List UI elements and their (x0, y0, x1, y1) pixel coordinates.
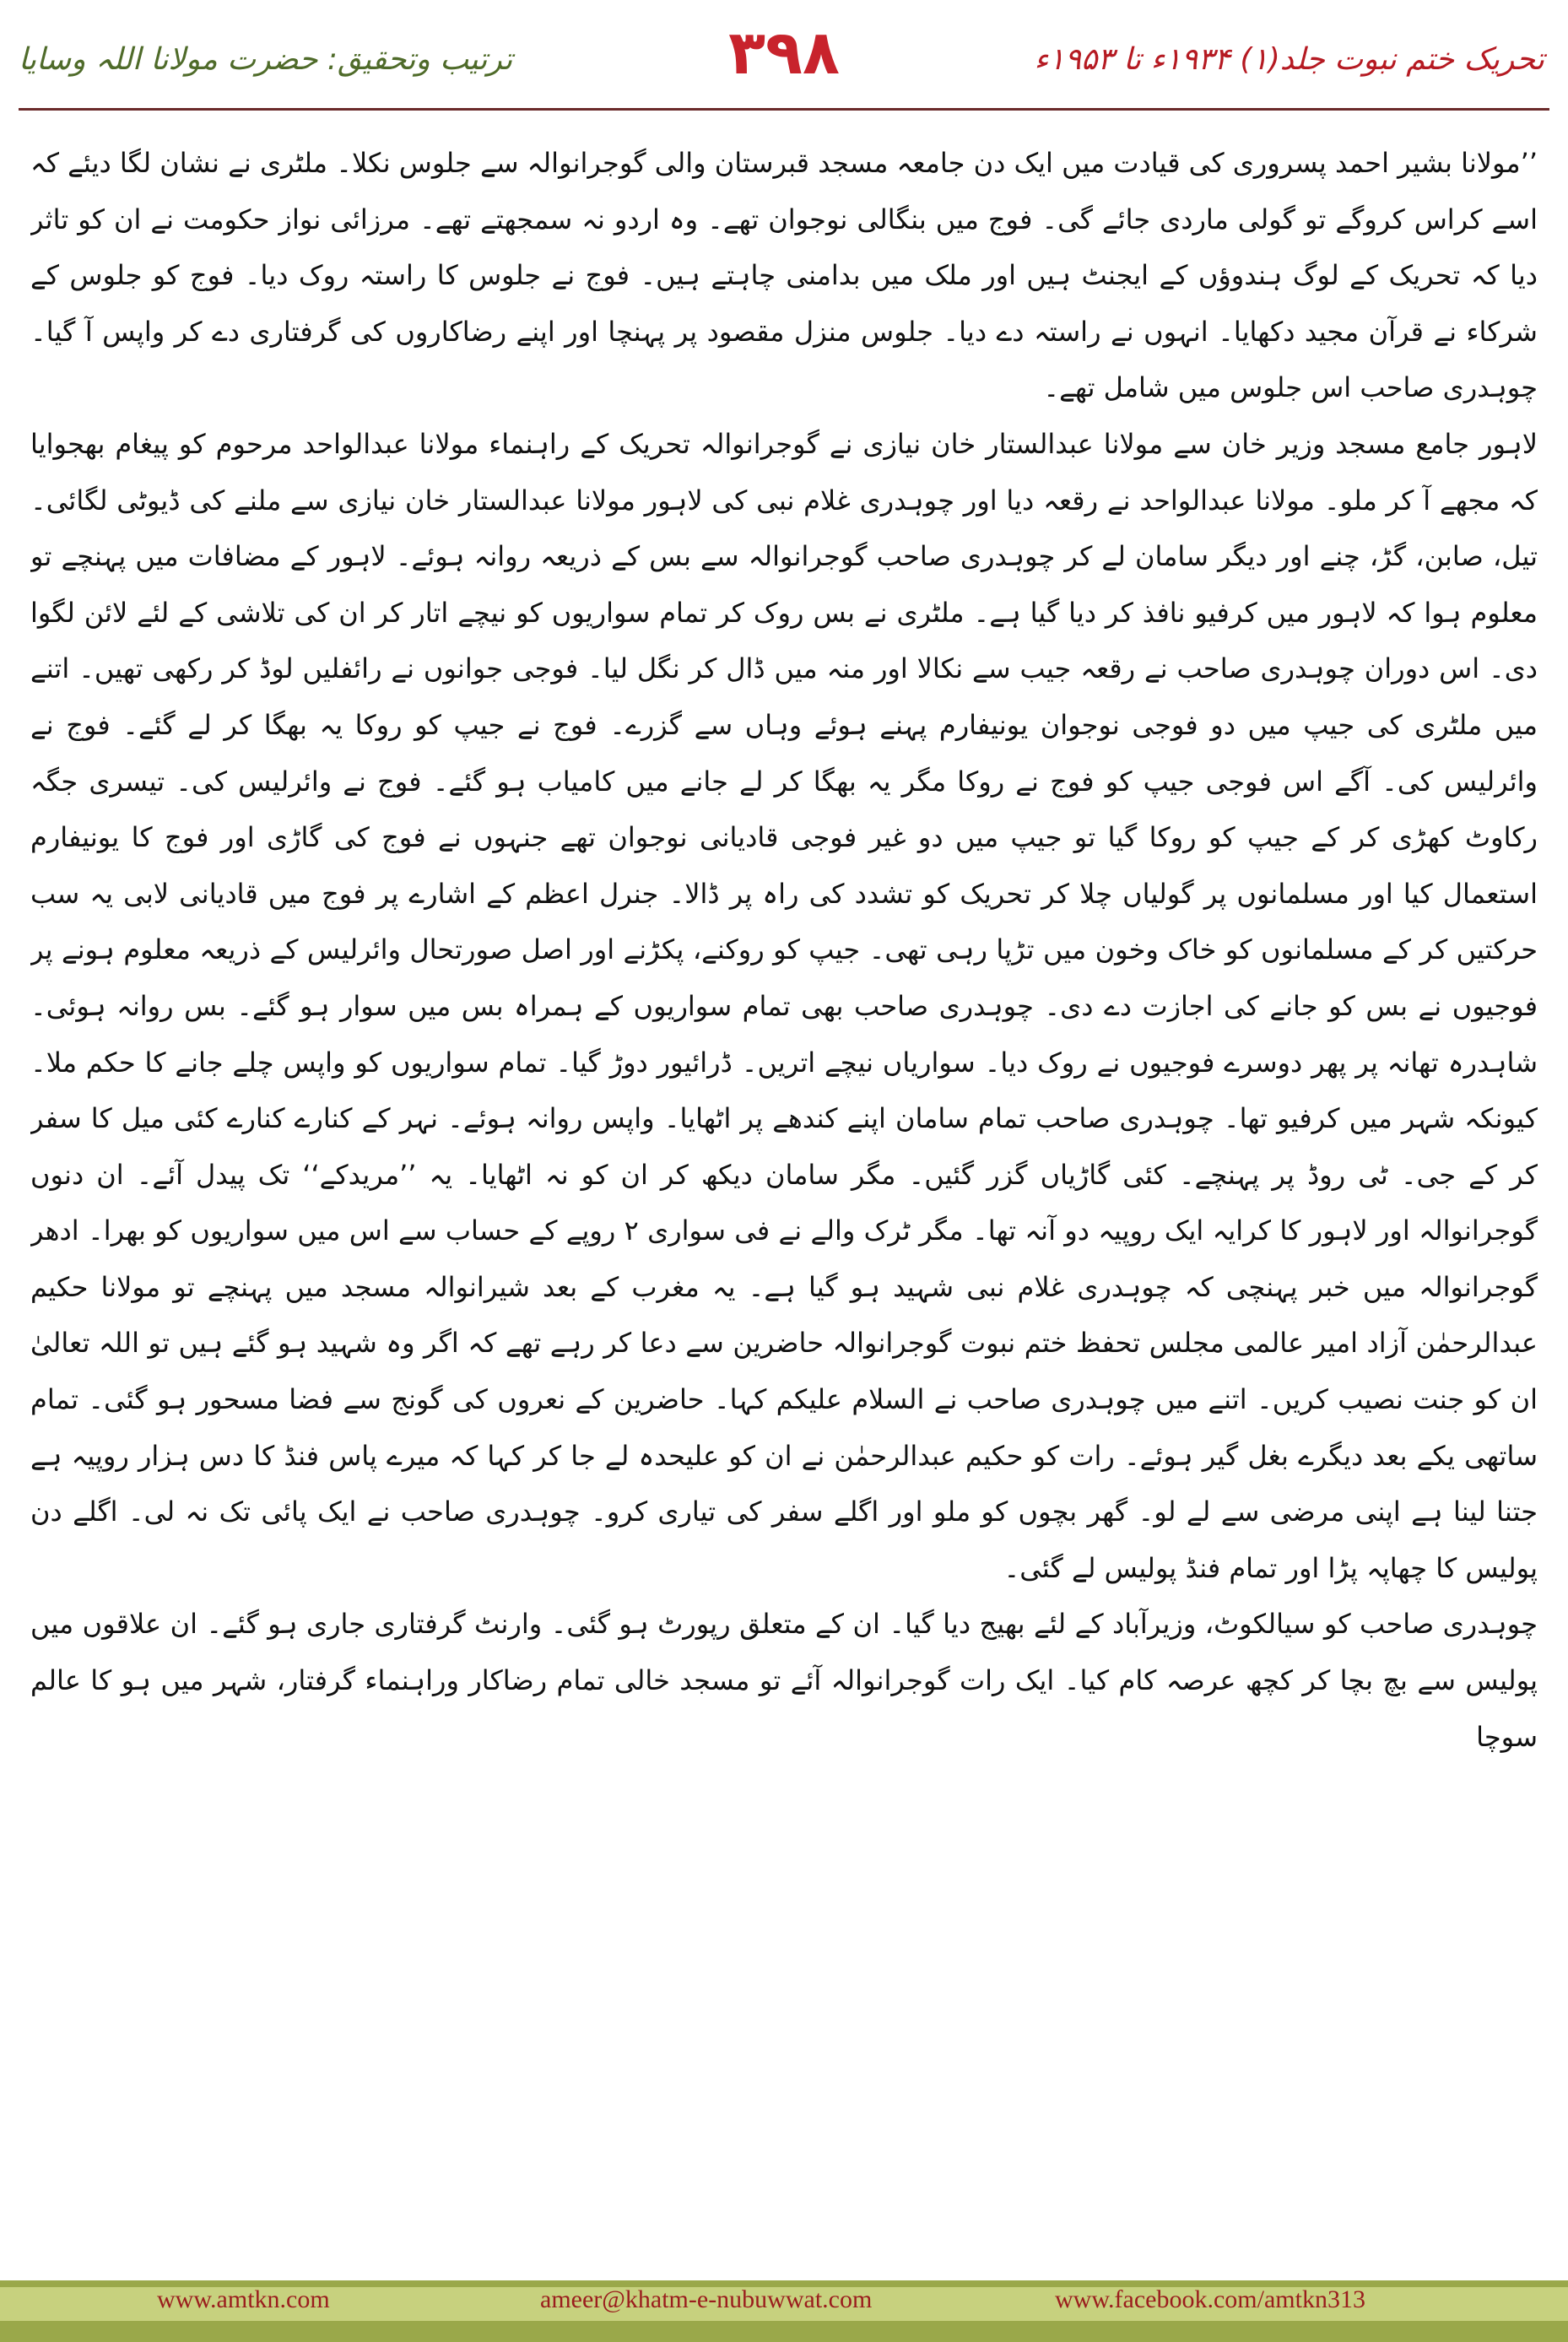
facebook-link[interactable]: www.facebook.com/amtkn313 (1055, 2285, 1365, 2313)
email-link[interactable]: ameer@khatm-e-nubuwwat.com (540, 2285, 873, 2313)
page-footer (0, 2280, 1568, 2342)
header-divider (19, 108, 1549, 111)
website-link[interactable]: www.amtkn.com (157, 2285, 330, 2313)
page-header (0, 0, 1568, 118)
paragraph-1: ’’مولانا بشیر احمد پسروری کی قیادت میں ایک دن جامعہ مسجد قبرستان والی گوجرانوالہ سے جلوس نکلا۔ ملٹری نے نشان لگا دیئے کہ اسے کراس کروگے تو گولی ماردی جائے گی۔ فوج میں بنگالی نوجوان تھے۔ وہ اردو نہ سمجھتے تھے۔ مرزائی نواز حکومت نے ان کو تاثر دیا کہ تحریک کے لوگ ہندوؤں کے ایجنٹ ہیں اور ملک میں بدامنی چاہتے ہیں۔ فوج نے جلوس کا راستہ روک دیا۔ فوج کو جلوس کے شرکاء نے قرآن مجید دکھایا۔ انہوں نے راستہ دے دیا۔ جلوس منزل مقصود پر پہنچا اور اپنے رضاکاروں کی گرفتاری دے کر واپس آ گیا۔ چوہدری صاحب اس جلوس میں شامل تھے۔ (30, 147, 1538, 404)
book-title: تحریک ختم نبوت جلد(۱) ۱۹۳۴ء تا ۱۹۵۳ء (1034, 42, 1544, 77)
page-body (30, 135, 1538, 2177)
page-number: ۳۹۸ (728, 17, 840, 88)
compiler-credit: ترتیب وتحقیق: حضرت مولانا اللہ وسایا (19, 42, 513, 77)
paragraph-2: لاہور جامع مسجد وزیر خان سے مولانا عبدالستار خان نیازی نے گوجرانوالہ تحریک کے راہنماء مولانا عبدالواحد مرحوم کو پیغام بھجوایا کہ مجھے آ کر ملو۔ مولانا عبدالواحد نے رقعہ دیا اور چوہدری غلام نبی کی لاہور مولانا عبدالستار خان نیازی سے ملنے کی ڈیوٹی لگائی۔ تیل، صابن، گڑ، چنے اور دیگر سامان لے کر چوہدری صاحب گوجرانوالہ سے بس کے ذریعہ روانہ ہوئے۔ لاہور کے مضافات میں پہنچے تو معلوم ہوا کہ لاہور میں کرفیو نافذ کر دیا گیا ہے۔ ملٹری نے بس روک کر تمام سواریوں کو نیچے اتار کر ان کی تلاشی کے لئے لائن لگوا دی۔ اس دوران چوہدری صاحب نے رقعہ جیب سے نکالا اور منہ میں ڈال کر نگل لیا۔ فوجی جوانوں نے رائفلیں لوڈ کر رکھی تھیں۔ اتنے میں ملٹری کی جیپ میں دو فوجی نوجوان یونیفارم پہنے ہوئے وہاں سے گزرے۔ فوج نے جیپ کو روکا یہ بھگا کر لے گئے۔ فوج نے وائرلیس کی۔ آگے اس فوجی جیپ کو فوج نے روکا مگر یہ بھگا کر لے جانے میں کامیاب ہو گئے۔ فوج نے وائرلیس کی۔ تیسری جگہ رکاوٹ کھڑی کر کے جیپ کو روکا گیا تو جیپ میں دو غیر فوجی قادیانی نوجوان تھے جنہوں نے فوج کی گاڑی اور فوج کا یونیفارم استعمال کیا اور مسلمانوں پر گولیاں چلا کر تحریک کو تشدد کی راہ پر ڈالا۔ جنرل اعظم کے اشارے پر فوج میں قادیانی لابی یہ سب حرکتیں کر کے مسلمانوں کو خاک وخون میں تڑپا رہی تھی۔ جیپ کو روکنے، پکڑنے اور اصل صورتحال وائرلیس کے ذریعہ معلوم ہونے پر فوجیوں نے بس کو جانے کی اجازت دے دی۔ چوہدری صاحب بھی تمام سواریوں کے ہمراہ بس میں سوار ہو گئے۔ بس روانہ ہوئی۔ شاہدرہ تھانہ پر پھر دوسرے فوجیوں نے روک دیا۔ سواریاں نیچے اتریں۔ ڈرائیور دوڑ گیا۔ تمام سواریوں کو واپس چلے جانے کا حکم ملا۔ کیونکہ شہر میں کرفیو تھا۔ چوہدری صاحب تمام سامان اپنے کندھے پر اٹھایا۔ واپس روانہ ہوئے۔ نہر کے کنارے کنارے کئی میل کا سفر کر کے جی۔ ٹی روڈ پر پہنچے۔ کئی گاڑیاں گزر گئیں۔ مگر سامان دیکھ کر ان کو نہ اٹھایا۔ یہ ’’مریدکے‘‘ تک پیدل آئے۔ ان دنوں گوجرانوالہ اور لاہور کا کرایہ ایک روپیہ دو آنہ تھا۔ مگر ٹرک والے نے فی سواری ۲ روپے کے حساب سے اس میں سواریوں کو بھرا۔ ادھر گوجرانوالہ میں خبر پہنچی کہ چوہدری غلام نبی شہید ہو گیا ہے۔ یہ مغرب کے بعد شیرانوالہ مسجد میں پہنچے تو مولانا حکیم عبدالرحمٰن آزاد امیر عالمی مجلس تحفظ ختم نبوت گوجرانوالہ حاضرین سے دعا کر رہے تھے کہ اگر وہ شہید ہو گئے ہیں تو اللہ تعالیٰ ان کو جنت نصیب کریں۔ اتنے میں چوہدری صاحب نے السلام علیکم کہا۔ حاضرین کے نعروں کی گونج سے فضا مسحور ہو گئی۔ تمام ساتھی یکے بعد دیگرے بغل گیر ہوئے۔ رات کو حکیم عبدالرحمٰن نے ان کو علیحدہ لے جا کر کہا کہ میرے پاس فنڈ کا دس ہزار روپیہ ہے جتنا لینا ہے اپنی مرضی سے لے لو۔ گھر بچوں کو ملو اور اگلے سفر کی تیاری کرو۔ چوہدری صاحب نے ایک پائی تک نہ لی۔ اگلے دن پولیس کا چھاپہ پڑا اور تمام فنڈ پولیس لے گئی۔ (30, 427, 1538, 1584)
paragraph-3: چوہدری صاحب کو سیالکوٹ، وزیرآباد کے لئے بھیج دیا گیا۔ ان کے متعلق رپورٹ ہو گئی۔ وارنٹ گرفتاری جاری ہو گئے۔ ان علاقوں میں پولیس سے بچ بچا کر کچھ عرصہ کام کیا۔ ایک رات گوجرانوالہ آئے تو مسجد خالی تمام رضاکار وراہنماء گرفتار، شہر میں ہو کا عالم سوچا (30, 1608, 1538, 1753)
